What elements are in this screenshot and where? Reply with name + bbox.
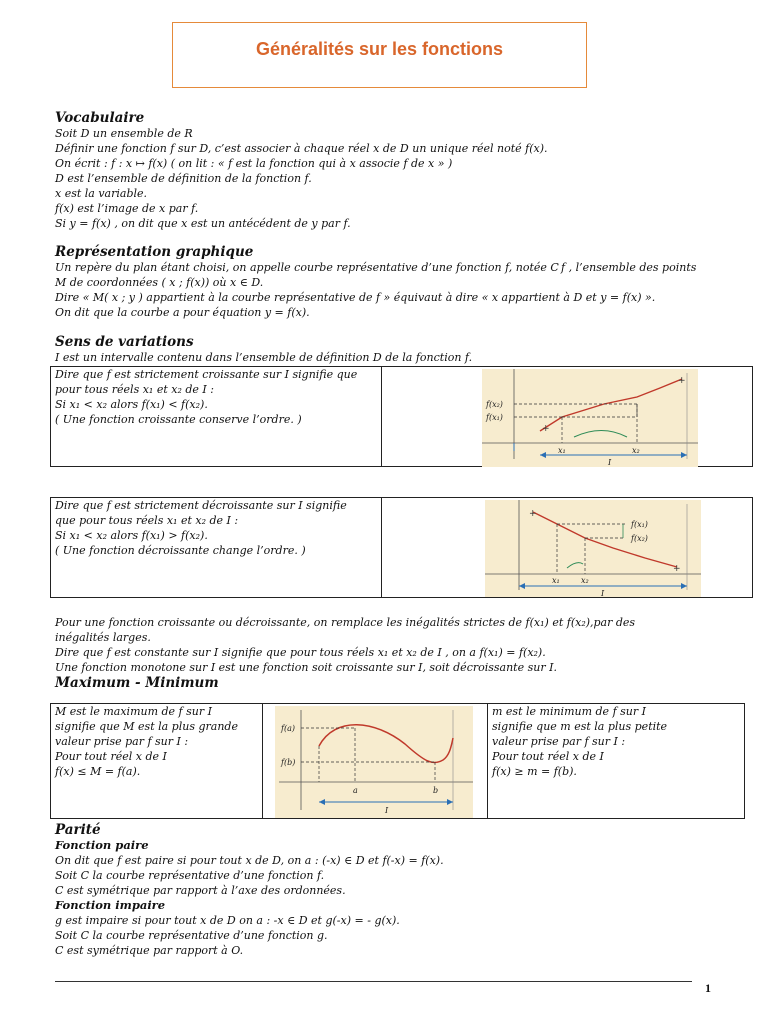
max-line: M est le maximum de f sur I xyxy=(55,705,212,718)
vocab-line: x est la variable. xyxy=(55,187,148,200)
min-line: f(x) ≥ m = f(b). xyxy=(492,765,577,778)
decroissante-graph xyxy=(485,500,701,597)
section-monotone xyxy=(55,615,720,691)
crois-line: ( Une fonction croissante conserve l’ordre. ) xyxy=(55,413,302,426)
figure-croissante xyxy=(482,369,698,467)
heading-maxmin: Maximum - Minimum xyxy=(55,675,219,691)
label-fx1: f(x₁) xyxy=(486,413,503,422)
cell-maxmin-figure xyxy=(263,704,488,819)
label-I: I xyxy=(601,589,605,597)
vocab-line: D est l’ensemble de définition de la fonction f. xyxy=(55,172,312,185)
label-x2: x₂ xyxy=(632,446,640,455)
table-decroissante xyxy=(50,497,753,598)
cell-croissante-text xyxy=(51,367,382,467)
after-line: inégalités larges. xyxy=(55,631,151,644)
min-line: m est le minimum de f sur I xyxy=(492,705,646,718)
vocab-line: f(x) est l’image de x par f. xyxy=(55,202,199,215)
max-line: signifie que M est la plus grande xyxy=(55,720,238,733)
title-box xyxy=(172,22,587,88)
decrois-line: Si x₁ < x₂ alors f(x₁) > f(x₂). xyxy=(55,529,208,542)
label-fb: f(b) xyxy=(281,758,296,767)
label-x2: x₂ xyxy=(581,576,589,585)
cell-max-text xyxy=(51,704,263,819)
heading-fonction-paire: Fonction paire xyxy=(55,838,149,852)
crois-line: Dire que f est strictement croissante sur I signifie que xyxy=(55,368,358,381)
max-line: valeur prise par f sur I : xyxy=(55,735,189,748)
paire-line: C est symétrique par rapport à l’axe des ordonnées. xyxy=(55,884,346,897)
label-b: b xyxy=(433,786,439,795)
crois-line: Si x₁ < x₂ alors f(x₁) < f(x₂). xyxy=(55,398,208,411)
section-representation xyxy=(55,244,720,320)
heading-fonction-impaire: Fonction impaire xyxy=(55,898,166,912)
svg-text:+: + xyxy=(678,376,686,386)
min-line: valeur prise par f sur I : xyxy=(492,735,626,748)
heading-parite: Parité xyxy=(55,822,101,838)
vocab-line: On écrit : f : x ↦ f(x) ( on lit : « f est la fonction qui à x associe f de x » ) xyxy=(55,157,453,170)
max-line: f(x) ≤ M = f(a). xyxy=(55,765,141,778)
impaire-line: C est symétrique par rapport à O. xyxy=(55,944,244,957)
min-line: Pour tout réel x de I xyxy=(492,750,604,763)
decrois-line: ( Une fonction décroissante change l’ordre. ) xyxy=(55,544,306,557)
label-x1: x₁ xyxy=(552,576,560,585)
section-vocabulaire xyxy=(55,110,720,231)
label-a: a xyxy=(353,786,358,795)
sens-intro: I est un intervalle contenu dans l’ensemble de définition D de la fonction f. xyxy=(55,351,473,364)
vocab-line: Définir une fonction f sur D, c’est associer à chaque réel x de D un unique réel noté f(x). xyxy=(55,142,548,155)
table-maxmin xyxy=(50,703,745,819)
impaire-line: Soit C la courbe représentative d’une fonction g. xyxy=(55,929,328,942)
label-fx2: f(x₂) xyxy=(631,534,648,543)
label-I: I xyxy=(385,806,389,815)
label-I: I xyxy=(608,458,612,467)
cell-min-text xyxy=(488,704,745,819)
after-line: Pour une fonction croissante ou décroissante, on remplace les inégalités strictes de f(x₁) et f(x₂),par des xyxy=(55,616,636,629)
svg-text:+: + xyxy=(529,509,537,519)
vocab-line: Soit D un ensemble de R xyxy=(55,127,193,140)
min-line: signifie que m est la plus petite xyxy=(492,720,668,733)
paire-line: On dit que f est paire si pour tout x de D, on a : (-x) ∈ D et f(-x) = f(x). xyxy=(55,854,444,867)
label-fx1: f(x₁) xyxy=(631,520,648,529)
label-x1: x₁ xyxy=(558,446,566,455)
heading-representation: Représentation graphique xyxy=(55,244,254,260)
repr-line: On dit que la courbe a pour équation y = f(x). xyxy=(55,306,310,319)
croissante-graph xyxy=(482,369,698,467)
svg-text:+: + xyxy=(542,424,550,434)
figure-decroissante xyxy=(485,500,701,597)
decrois-line: que pour tous réels x₁ et x₂ de I : xyxy=(55,514,239,527)
section-parite xyxy=(55,822,720,958)
footer-rule xyxy=(55,981,692,982)
table-croissante xyxy=(50,366,753,467)
heading-sens-variations: Sens de variations xyxy=(55,334,194,350)
repr-line: Un repère du plan étant choisi, on appelle courbe représentative d’une fonction f, notée C f , l’ensemble des points xyxy=(55,261,697,274)
section-sens-variations xyxy=(55,334,720,365)
page-title: Généralités sur les fonctions xyxy=(255,38,504,59)
after-line: Une fonction monotone sur I est une fonction soit croissante sur I, soit décroissante sur I. xyxy=(55,661,557,674)
cell-decroissante-figure xyxy=(382,498,753,598)
impaire-line: g est impaire si pour tout x de D on a : -x ∈ D et g(-x) = - g(x). xyxy=(55,914,400,927)
repr-line: Dire « M( x ; y ) appartient à la courbe représentative de f » équivaut à dire « x appartient à D et y = f(x) ». xyxy=(55,291,656,304)
label-fa: f(a) xyxy=(281,724,295,733)
svg-text:+: + xyxy=(673,564,681,574)
cell-decroissante-text xyxy=(51,498,382,598)
cell-croissante-figure xyxy=(382,367,753,467)
page-number: 1 xyxy=(705,981,711,995)
decrois-line: Dire que f est strictement décroissante sur I signifie xyxy=(55,499,347,512)
paire-line: Soit C la courbe représentative d’une fonction f. xyxy=(55,869,325,882)
label-fx2: f(x₂) xyxy=(486,400,503,409)
repr-line: M de coordonnées ( x ; f(x)) où x ∈ D. xyxy=(55,276,264,289)
heading-vocabulaire: Vocabulaire xyxy=(55,110,145,126)
max-line: Pour tout réel x de I xyxy=(55,750,167,763)
crois-line: pour tous réels x₁ et x₂ de I : xyxy=(55,383,214,396)
maxmin-graph xyxy=(275,706,473,818)
vocab-line: Si y = f(x) , on dit que x est un antécédent de y par f. xyxy=(55,217,351,230)
after-line: Dire que f est constante sur I signifie que pour tous réels x₁ et x₂ de I , on a f(x₁) = f(x₂). xyxy=(55,646,546,659)
figure-maxmin xyxy=(275,706,473,818)
